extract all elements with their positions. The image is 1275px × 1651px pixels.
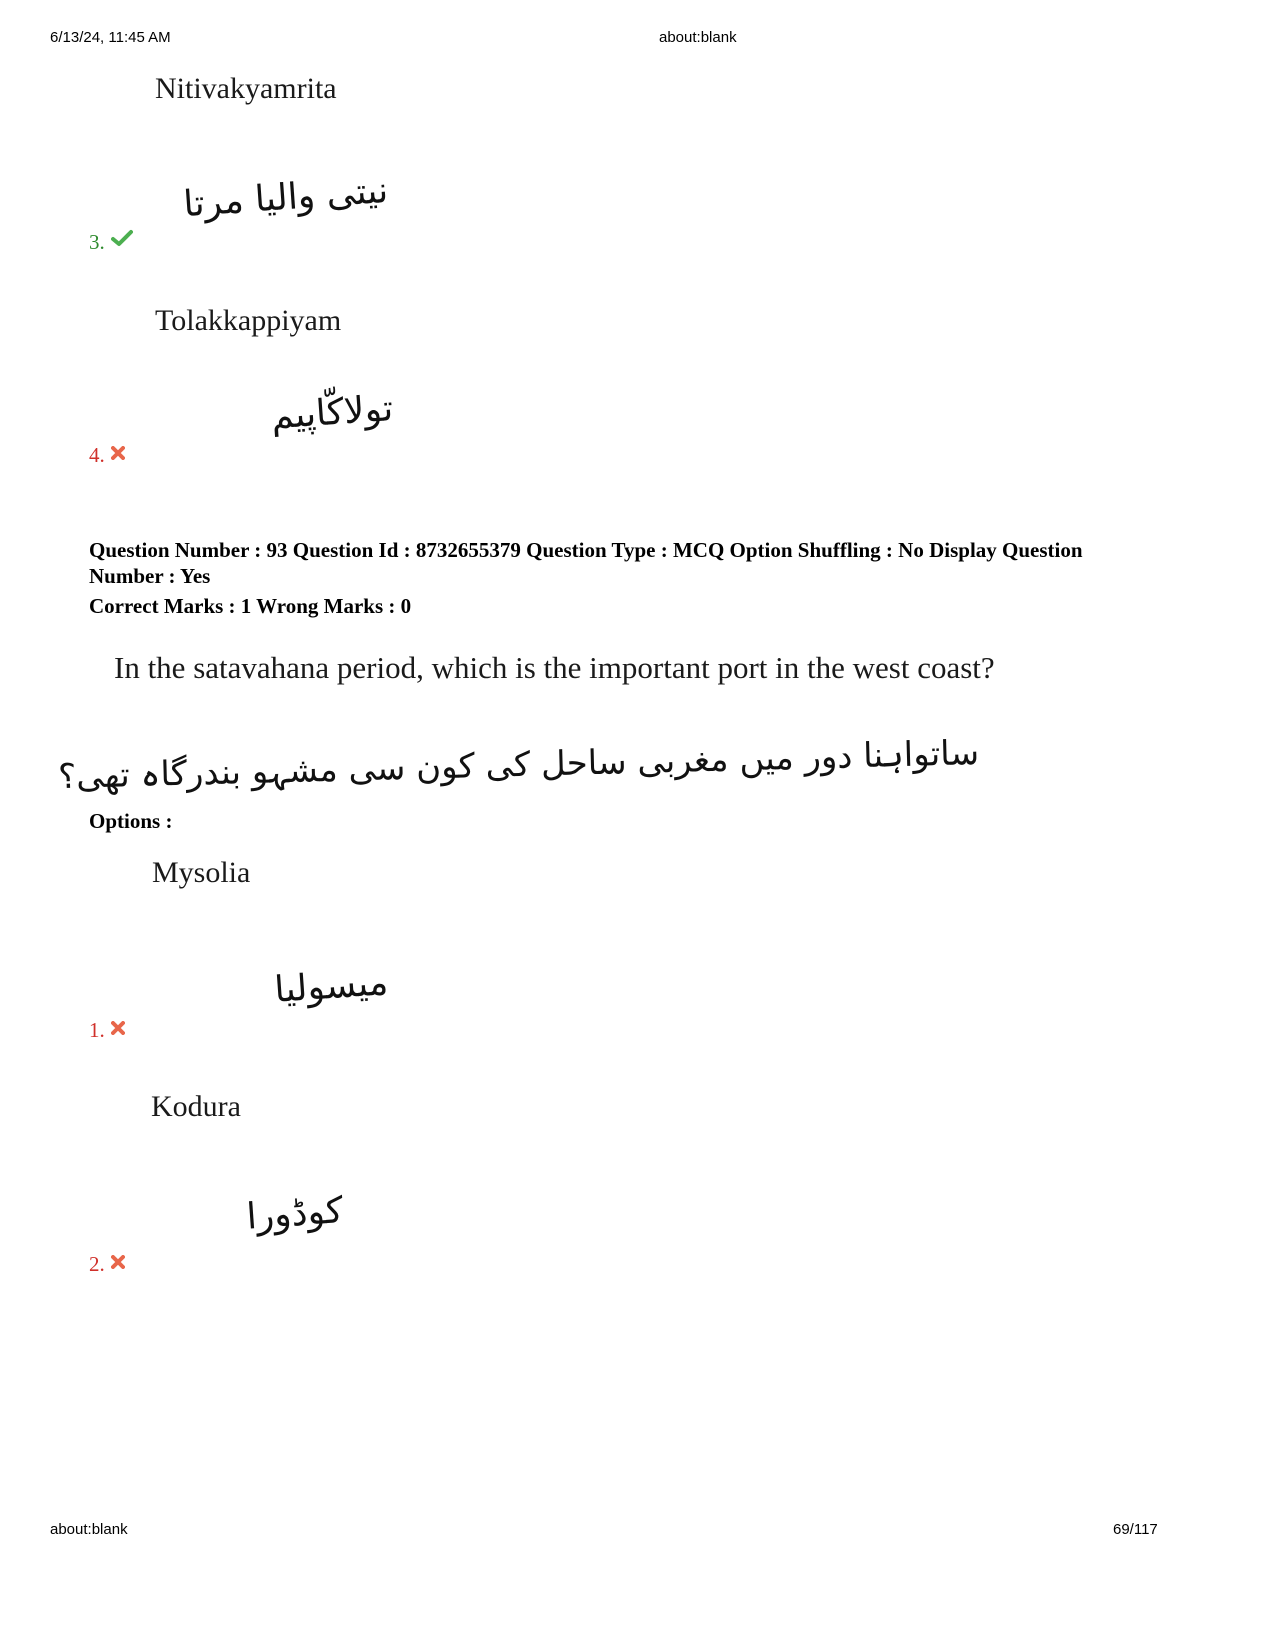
option-1-text-en: Mysolia	[152, 856, 251, 889]
options-label: Options :	[89, 809, 173, 833]
question-text-ur: ساتواہنا دور میں مغربی ساحل کی کون سی مشہو بندرگاہ تھی؟	[57, 733, 980, 798]
question-meta	[89, 537, 1083, 619]
option-4-text-en: Tolakkappiyam	[155, 304, 342, 337]
print-title: about:blank	[659, 29, 737, 46]
option-1-text-ur: میسولیا	[273, 962, 390, 1011]
print-footer-url: about:blank	[50, 1521, 128, 1538]
option-2-number: 2.	[89, 1250, 125, 1277]
question-meta-line1: Question Number : 93 Question Id : 8732655379 Question Type : MCQ Option Shuffling : No Display Question	[89, 538, 1083, 562]
cross-icon	[111, 1250, 125, 1275]
question-text-en: In the satavahana period, which is the important port in the west coast?	[114, 650, 995, 685]
option-1-number: 1.	[89, 1016, 125, 1043]
option-4-text-ur: تولاکّاپیم	[269, 388, 395, 438]
check-icon	[111, 228, 133, 253]
option-3-number: 3.	[89, 228, 133, 255]
question-marks: Correct Marks : 1 Wrong Marks : 0	[89, 594, 412, 618]
option-2-text-en: Kodura	[151, 1090, 241, 1123]
option-3-text-ur: نیتی والیا مرتا	[182, 170, 390, 226]
print-page-number: 69/117	[1113, 1521, 1158, 1538]
cross-icon	[111, 441, 125, 466]
cross-icon	[111, 1016, 125, 1041]
print-datetime: 6/13/24, 11:45 AM	[50, 29, 171, 46]
question-meta-line2: Number : Yes	[89, 564, 211, 588]
option-4-number: 4.	[89, 441, 125, 468]
option-2-text-ur: کوڈورا	[245, 1190, 345, 1238]
option-3-text-en: Nitivakyamrita	[155, 72, 337, 105]
